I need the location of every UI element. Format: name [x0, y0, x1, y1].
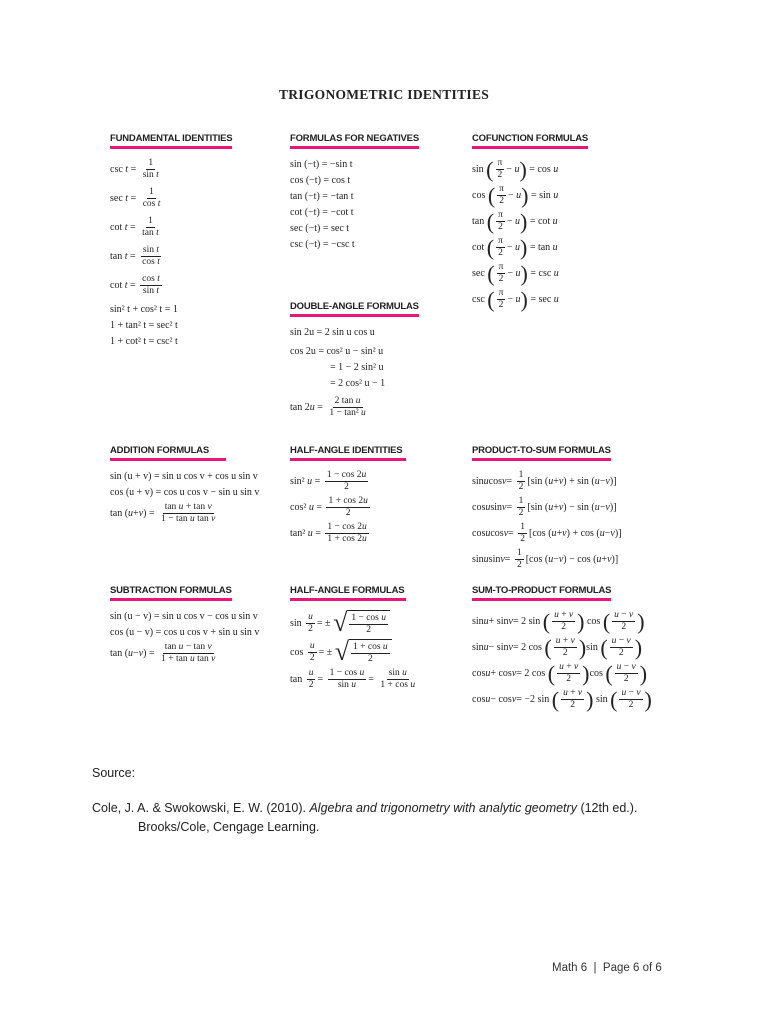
- section-heading: PRODUCT-TO-SUM FORMULAS: [472, 445, 611, 461]
- formula: sin² u = $\frac{1 - \cos 2u}{2}$: [290, 470, 367, 492]
- formula: cos ( $\frac{\pi}{2}$ − u ) = sin u: [472, 182, 559, 208]
- formula: = 2 cos² u − 1: [330, 378, 386, 389]
- section-half-angle: [290, 580, 419, 694]
- formula: cot ( $\frac{\pi}{2}$ − u ) = tan u: [472, 234, 558, 260]
- formula: cos u − cos v = −2 sin ( $\frac{u + v}{2}$ ) sin ( $\frac{u - v}{2}$ ): [472, 686, 652, 712]
- formula: cot (−t) = −cot t: [290, 207, 354, 218]
- formula: sin (u + v) = sin u cos v + cos u sin v: [110, 471, 258, 482]
- formula: sec ( $\frac{\pi}{2}$ − u ) = csc u: [472, 260, 559, 286]
- section-heading: SUBTRACTION FORMULAS: [110, 585, 232, 601]
- formula: cos (u + v) = cos u cos v − sin u sin v: [110, 487, 260, 498]
- formula: sin u cos v = $\frac{1}{2}$ [sin ( u + v ) + sin ( u − v )]: [472, 470, 617, 492]
- formula: = 1 − 2 sin² u: [330, 362, 384, 373]
- formula: cos u + cos v = 2 cos ( $\frac{u + v}{2}$ ) cos ( $\frac{u - v}{2}$ ): [472, 660, 648, 686]
- page-footer: Math 6 | Page 6 of 6: [552, 962, 662, 974]
- section-half-angle-identities: [290, 440, 406, 548]
- formula: cos (−t) = cos t: [290, 175, 351, 186]
- section-product-to-sum: [472, 440, 622, 574]
- formula: cot t = $\frac{1}{\text{tan t}}$: [110, 216, 159, 238]
- formula: sin² t + cos² t = 1: [110, 304, 178, 315]
- formula: 1 + cot² t = csc² t: [110, 336, 178, 347]
- section-heading: SUM-TO-PRODUCT FORMULAS: [472, 585, 611, 601]
- formula: csc (−t) = −csc t: [290, 239, 355, 250]
- formula: sin 2u = 2 sin u cos u: [290, 327, 375, 338]
- formula: tan ( u − v ) = $\frac{\text{tan u − tan v}}{\text{1 + tan u tan v}}$: [110, 642, 216, 664]
- citation-publisher: Brooks/Cole, Cengage Learning.: [138, 820, 320, 834]
- section-negatives: [290, 128, 419, 254]
- formula: tan² u = $\frac{1 - \cos 2u}{1 + \cos 2u}$: [290, 522, 367, 544]
- source-citation: [92, 799, 692, 837]
- formula: cos (u − v) = cos u cos v + sin u sin v: [110, 627, 260, 638]
- source-label: Source:: [92, 766, 136, 780]
- section-cofunction: [472, 128, 588, 314]
- formula: sin (−t) = −sin t: [290, 159, 353, 170]
- section-subtraction: [110, 580, 259, 671]
- section-sum-to-product: [472, 580, 652, 714]
- formula: tan ( $\frac{\pi}{2}$ − u ) = cot u: [472, 208, 558, 234]
- formula: sin (u − v) = sin u cos v − cos u sin v: [110, 611, 258, 622]
- section-heading: DOUBLE-ANGLE FORMULAS: [290, 301, 419, 317]
- formula: cos $\frac{u}{2}$ = ± √ $\frac{\text{1 + cos u}}{2}$: [290, 639, 419, 665]
- formula: sec (−t) = sec t: [290, 223, 350, 234]
- section-heading: HALF-ANGLE IDENTITIES: [290, 445, 406, 461]
- formula: cos² u = $\frac{1 + \cos 2u}{2}$: [290, 496, 368, 518]
- section-heading: FUNDAMENTAL IDENTITIES: [110, 133, 232, 149]
- section-heading: HALF-ANGLE FORMULAS: [290, 585, 406, 601]
- section-fundamental: [110, 128, 232, 351]
- page-title: TRIGONOMETRIC IDENTITIES: [278, 87, 490, 102]
- formula: tan 2 u = $\frac{\text{2 tan u}}{\text{1 − tan² u}}$: [290, 396, 366, 418]
- section-double-angle: [290, 296, 419, 425]
- formula: sin u sin v = $\frac{1}{2}$ [cos ( u − v ) − cos ( u + v )]: [472, 548, 619, 570]
- formula: tan $\frac{u}{2}$ = $\frac{\text{1 − cos u}}{\text{sin u}}$ = $\frac{\text{sin u}}{\text{1 + cos u}}$: [290, 668, 416, 690]
- section-addition: [110, 440, 259, 531]
- formula: sin $\frac{u}{2}$ = ± √ $\frac{\text{1 − cos u}}{2}$: [290, 610, 419, 636]
- formula: csc ( $\frac{\pi}{2}$ − u ) = sec u: [472, 286, 559, 312]
- formula: cos 2u = cos² u − sin² u: [290, 346, 384, 357]
- formula: cot t = $\frac{\text{cos t}}{\text{sin t}}$: [110, 274, 160, 296]
- section-heading: COFUNCTION FORMULAS: [472, 133, 588, 149]
- formula: sin ( $\frac{\pi}{2}$ − u ) = cos u: [472, 156, 559, 182]
- formula: sin u − sin v = 2 cos ( $\frac{u + v}{2}$ ) sin ( $\frac{u - v}{2}$ ): [472, 634, 643, 660]
- formula: tan (−t) = −tan t: [290, 191, 354, 202]
- section-heading: FORMULAS FOR NEGATIVES: [290, 133, 419, 149]
- formula: 1 + tan² t = sec² t: [110, 320, 178, 331]
- formula: cos u cos v = $\frac{1}{2}$ [cos ( u + v ) + cos ( u − v )]: [472, 522, 622, 544]
- citation-edition: (12th ed.).: [580, 801, 638, 815]
- formula: sec t = $\frac{1}{\text{cos t}}$: [110, 187, 161, 209]
- section-heading: ADDITION FORMULAS: [110, 445, 226, 461]
- formula: sin u + sin v = 2 sin ( $\frac{u + v}{2}$ ) cos ( $\frac{u - v}{2}$ ): [472, 608, 645, 634]
- citation-authors: Cole, J. A. & Swokowski, E. W. (2010).: [92, 801, 306, 815]
- formula: tan ( u + v ) = $\frac{\text{tan u + tan v}}{\text{1 − tan u tan v}}$: [110, 502, 216, 524]
- formula: tan t = $\frac{\text{sin t}}{\text{cos t}}$: [110, 245, 160, 267]
- citation-book-title: Algebra and trigonometry with analytic geometry: [309, 801, 577, 815]
- formula: csc t = $\frac{1}{\text{sin t}}$: [110, 158, 159, 180]
- formula: cos u sin v = $\frac{1}{2}$ [sin ( u + v ) − sin ( u − v )]: [472, 496, 617, 518]
